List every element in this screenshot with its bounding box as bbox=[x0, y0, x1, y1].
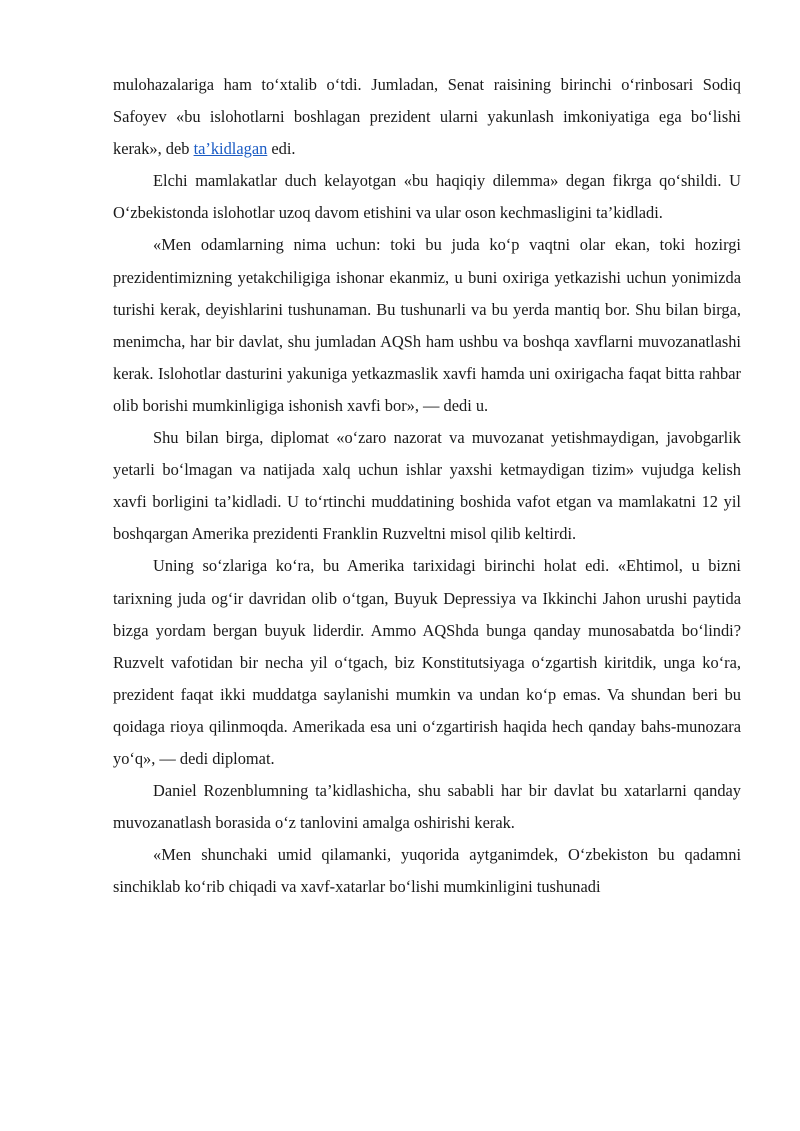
paragraph-text: mulohazalariga ham to‘xtalib o‘tdi. Jumladan, Senat raisining birinchi o‘rinbosari Sodiq Safoyev «bu islohotlarni boshlagan prezident ularni yakunlash imkoniyatiga ega bo‘lishi kerak», deb bbox=[113, 75, 741, 159]
source-link[interactable]: ta’kidlagan bbox=[193, 139, 268, 159]
paragraph-continuation bbox=[113, 69, 741, 165]
paragraph: Elchi mamlakatlar duch kelayotgan «bu haqiqiy dilemma» degan fikrga qo‘shildi. U O‘zbekistonda islohotlar uzoq davom etishini va ular oson kechmasligini ta’kidladi. bbox=[113, 171, 741, 223]
paragraph-quote: Uning so‘zlariga ko‘ra, bu Amerika tarixidagi birinchi holat edi. «Ehtimol, u bizni tarixning juda og‘ir davridan olib o‘tgan, Buyuk Depressiya va Ikkinchi Jahon urushi paytida bizga yordam bergan buyuk liderdir. Ammo AQShda bunga qanday munosabatda bo‘lindi? Ruzvelt vafotidan bir necha yil o‘tgach, biz Konstitutsiyaga o‘zgartish kiritdik, unga ko‘ra, prezident faqat ikki muddatga saylanishi mumkin va undan ko‘p emas. Va shundan beri bu qoidaga rioya qilinmoqda. Amerikada esa uni o‘zgartirish haqida hech qanday bahs-munozara yo‘q», — dedi diplomat. bbox=[113, 556, 741, 768]
document-page bbox=[113, 69, 741, 903]
paragraph-quote: «Men shunchaki umid qilamanki, yuqorida aytganimdek, O‘zbekiston bu qadamni sinchiklab ko‘rib chiqadi va xavf-xatarlar bo‘lishi mumkinligini tushunadi bbox=[113, 845, 741, 897]
paragraph-quote: «Men odamlarning nima uchun: toki bu juda ko‘p vaqtni olar ekan, toki hozirgi prezidentimizning yetakchiligiga ishonar ekanmiz, u buni oxiriga yetkazishi uchun yonimizda turishi kerak, deyishlarini tushunaman. Bu tushunarli va bu yerda mantiq bor. Shu bilan birga, menimcha, har bir davlat, shu jumladan AQSh ham ushbu va boshqa xavflarni muvozanatlashi kerak. Islohotlar dasturini yakuniga yetkazmaslik xavfi hamda uni oxirigacha faqat bitta rahbar olib borishi mumkinligiga ishonish xavfi bor», — dedi u. bbox=[113, 235, 741, 415]
paragraph: Shu bilan birga, diplomat «o‘zaro nazorat va muvozanat yetishmaydigan, javobgarlik yetarli bo‘lmagan va natijada xalq uchun ishlar yaxshi ketmaydigan tizim» vujudga kelish xavfi borligini ta’kidladi. U to‘rtinchi muddatining boshida vafot etgan va mamlakatni 12 yil boshqargan Amerika prezidenti Franklin Ruzveltni misol qilib keltirdi. bbox=[113, 428, 741, 544]
paragraph-text: edi. bbox=[267, 139, 296, 159]
paragraph: Daniel Rozenblumning ta’kidlashicha, shu sababli har bir davlat bu xatarlarni qanday muvozanatlash borasida o‘z tanlovini amalga oshirishi kerak. bbox=[113, 781, 741, 833]
